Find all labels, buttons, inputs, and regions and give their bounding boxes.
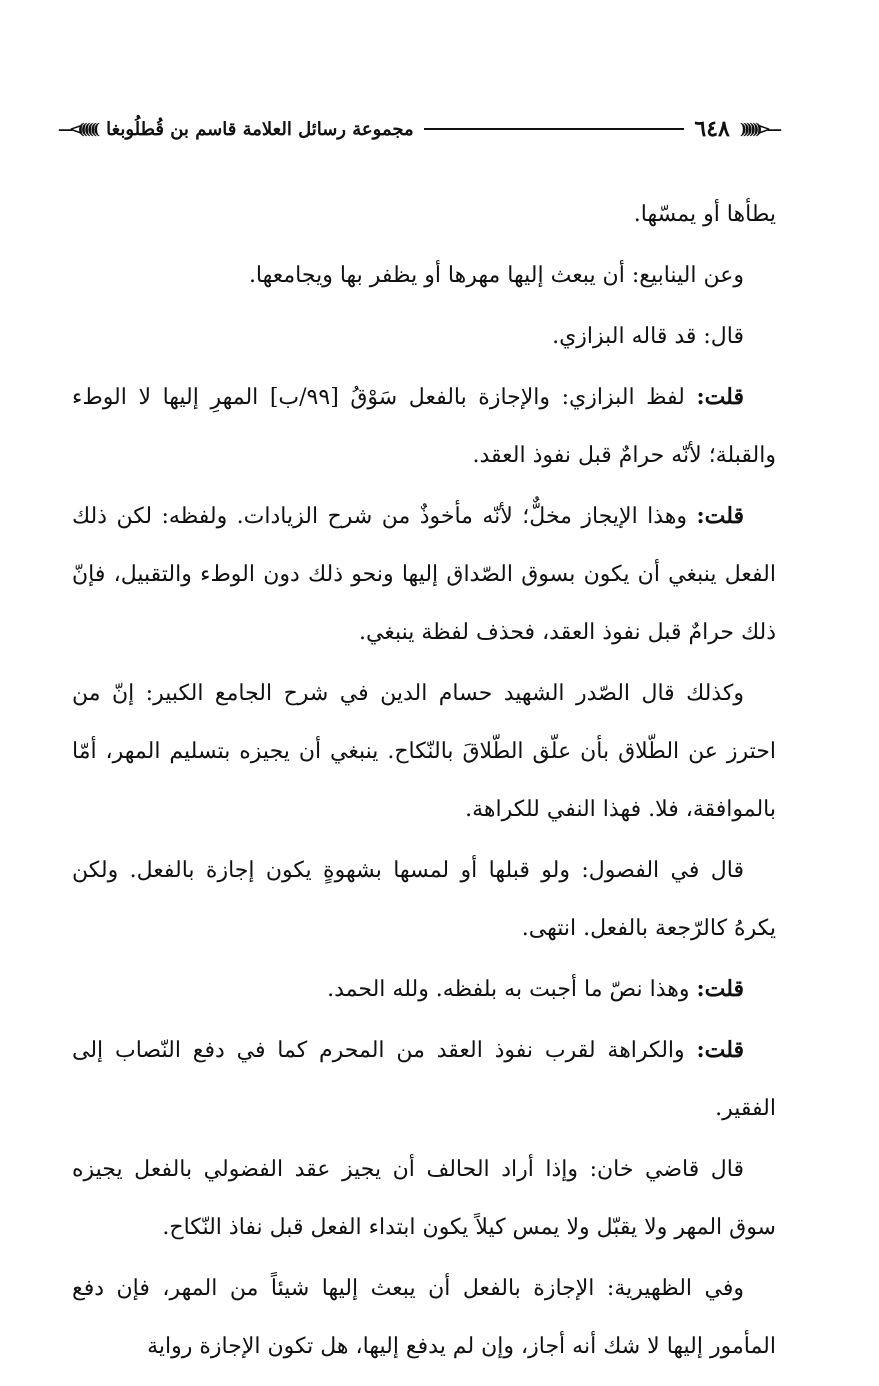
header-ornament-right: —<((((((	[739, 120, 778, 138]
body-text	[72, 185, 776, 1376]
paragraph	[72, 307, 776, 366]
paragraph	[72, 960, 776, 1019]
paragraph-text: يطأها أو يمسّها.	[633, 202, 776, 227]
paragraph	[72, 664, 776, 839]
paragraph-text: لفظ البزازي: والإجازة بالفعل سَوْقُ [٩٩/ب] المهرِ إليها لا الوطء والقبلة؛ لأنّه حرامٌ قبل نفوذ العقد.	[72, 385, 776, 468]
paragraph	[72, 1140, 776, 1257]
paragraph-text: والكراهة لقرب نفوذ العقد من المحرم كما في دفع النّصاب إلى الفقير.	[72, 1038, 776, 1121]
paragraph-lead: قلت:	[696, 384, 744, 410]
paragraph	[72, 368, 776, 485]
paragraph-text: وهذا نصّ ما أجبت به بلفظه. ولله الحمد.	[327, 977, 690, 1002]
paragraph-lead: قلت:	[696, 976, 744, 1002]
paragraph-text: وفي الظهيرية: الإجازة بالفعل أن يبعث إليها شيئاً من المهر، فإن دفع المأمور إليها لا شك أنه أجاز، وإن لم يدفع إليها، هل تكون الإجازة رواية	[72, 1276, 776, 1359]
paragraph	[72, 246, 776, 305]
paragraph-text: قال في الفصول: ولو قبلها أو لمسها بشهوةٍ يكون إجازة بالفعل. ولكن يكرهُ كالرّجعة بالفعل. انتهى.	[72, 858, 776, 941]
paragraph	[72, 841, 776, 958]
paragraph	[72, 487, 776, 662]
paragraph-text: قال: قد قاله البزازي.	[552, 324, 744, 349]
paragraph-text: وعن الينابيع: أن يبعث إليها مهرها أو يظفر بها ويجامعها.	[248, 263, 744, 288]
page-number: ٦٤٨	[694, 116, 730, 142]
paragraph-text: وكذلك قال الصّدر الشهيد حسام الدين في شرح الجامع الكبير: إنّ من احترز عن الطّلاق بأن علّق الطّلاقَ بالنّكاح. ينبغي أن يجيزه بتسليم المهر، أمّا بالموافقة، فلا. فهذا النفي للكراهة.	[72, 681, 776, 822]
header-ornament-left: ))))))>—	[58, 120, 97, 138]
paragraph-text: قال قاضي خان: وإذا أراد الحالف أن يجيز عقد الفضولي بالفعل يجيزه سوق المهر ولا يقبّل ولا يمس كيلاً يكون ابتداء الفعل قبل نفاذ النّكاح.	[72, 1157, 776, 1240]
header-rule	[424, 128, 685, 130]
book-title: مجموعة رسائل العلامة قاسم بن قُطلُوبغا	[106, 118, 414, 140]
running-header	[58, 112, 778, 146]
paragraph-lead: قلت:	[696, 503, 745, 529]
paragraph	[72, 1021, 776, 1138]
paragraph	[72, 1259, 776, 1376]
paragraph	[72, 185, 776, 244]
paragraph-text: وهذا الإيجاز مخلٌّ؛ لأنّه مأخوذٌ من شرح الزيادات. ولفظه: لكن ذلك الفعل ينبغي أن يكون بسوق الصّداق إليها ونحو ذلك دون الوطء والتقبيل، فإنّ ذلك حرامٌ قبل نفوذ العقد، فحذف لفظة ينبغي.	[72, 504, 776, 645]
paragraph-lead: قلت:	[696, 1037, 745, 1063]
